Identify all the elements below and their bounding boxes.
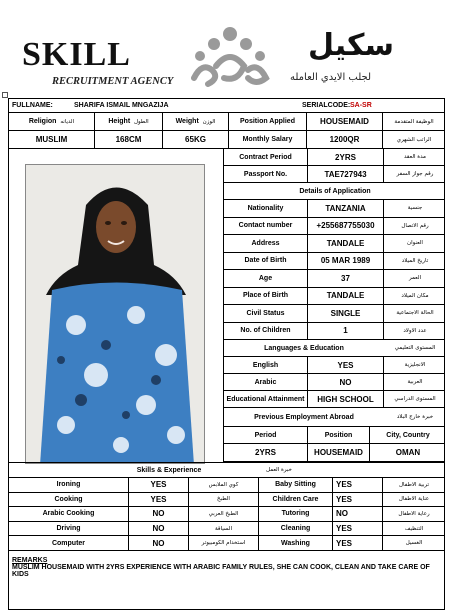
position-label-ar: الوظيفة المتقدمة [394, 118, 434, 125]
skill-left-label: Cooking [9, 493, 129, 507]
language-row [223, 357, 445, 374]
detail-value: TANDALE [308, 288, 384, 305]
contract-row [223, 149, 445, 166]
skill-right-value: YES [333, 536, 383, 550]
language-value: HIGH SCHOOL [308, 391, 384, 407]
detail-row [223, 200, 445, 218]
skill-left-label-ar: استخدام الكومبيوتر [189, 536, 259, 550]
language-label: English [224, 357, 308, 373]
detail-label: No. of Children [224, 323, 308, 340]
height-label-cell [95, 113, 163, 130]
skill-right-label-ar: تربية الاطفال [399, 481, 429, 488]
weight-label-ar: الوزن [202, 118, 216, 125]
abroad-header-row [223, 427, 445, 444]
abroad-title: Previous Employment Abroad [254, 413, 354, 421]
remarks-section [9, 555, 444, 580]
abroad-period-header: Period [224, 427, 308, 443]
position-value: HOUSEMAID [307, 113, 383, 130]
skill-left-label: Driving [9, 522, 129, 536]
detail-label: Age [224, 270, 308, 287]
serial-value: SA-SR [350, 102, 372, 109]
skill-right-label: Washing [259, 536, 333, 550]
language-row [223, 374, 445, 391]
basic-header-row [9, 113, 444, 131]
skill-row [9, 478, 444, 493]
detail-label: Nationality [224, 200, 308, 217]
detail-row [223, 235, 445, 253]
salary-value: 1200QR [307, 131, 383, 148]
detail-label-ar: عدد الاولاد [403, 327, 427, 334]
skill-left-label: Computer [9, 536, 129, 550]
detail-label: Date of Birth [224, 253, 308, 270]
skill-left-label-ar: الطبخ العربي [189, 507, 259, 521]
person-photo-icon [26, 165, 205, 464]
detail-label-ar: تاريخ الميلاد [401, 257, 429, 264]
language-value: YES [308, 357, 384, 373]
height-label-ar: الطول [134, 118, 149, 125]
passport-label: Passport No. [224, 166, 308, 182]
detail-row [223, 253, 445, 271]
detail-value: TANZANIA [308, 200, 384, 217]
skill-row [9, 493, 444, 508]
skill-row [9, 536, 444, 551]
languages-title-ar: المستوى التعليمي [394, 345, 436, 351]
height-value: 168CM [95, 131, 163, 148]
name-row [9, 99, 444, 113]
salary-label: Monthly Salary [229, 131, 307, 148]
skill-left-label-ar: كوي الملابس [189, 478, 259, 492]
language-value: NO [308, 374, 384, 390]
abroad-country-value: OMAN [395, 448, 421, 457]
logo-arabic-subtitle: لجلب الايدي العامله [290, 72, 372, 83]
position-label: Position Applied [229, 113, 307, 130]
skill-right-value: YES [333, 522, 383, 536]
skill-left-value: NO [129, 507, 189, 521]
religion-value: MUSLIM [9, 131, 95, 148]
languages-title-row [223, 340, 445, 357]
weight-label-cell [163, 113, 229, 130]
skill-right-label: Tutoring [259, 507, 333, 521]
language-label: Arabic [224, 374, 308, 390]
skills-title-row [9, 462, 444, 478]
abroad-country-header: City, Country [386, 431, 430, 439]
detail-label-ar: العنوان [407, 240, 423, 247]
skill-right-label: Cleaning [259, 522, 333, 536]
detail-value: 37 [308, 270, 384, 287]
detail-row [223, 323, 445, 341]
contract-label-ar: مدة العقد [404, 154, 426, 160]
fullname-label: FULLNAME: [12, 102, 53, 109]
weight-value: 65KG [163, 131, 229, 148]
detail-value: +255687755030 [308, 218, 384, 235]
application-title-row [223, 183, 445, 200]
skill-row [9, 507, 444, 522]
language-label-ar: المستوى الدراسي [394, 396, 436, 402]
skill-left-value: NO [129, 536, 189, 550]
letterhead [0, 0, 450, 95]
detail-value: TANDALE [308, 235, 384, 252]
skill-right-label: Children Care [259, 493, 333, 507]
detail-row [223, 305, 445, 323]
logo-english: SKILL [22, 36, 131, 73]
skill-left-label-ar: السياقة [189, 522, 259, 536]
detail-label: Contact number [224, 218, 308, 235]
religion-label: Religion [28, 118, 57, 125]
abroad-title-ar: خبرة خارج البلاد [396, 414, 434, 420]
passport-value: TAE727943 [308, 166, 384, 182]
contract-value: 2YRS [308, 149, 384, 165]
detail-label-ar: رقم الاتصال [401, 222, 429, 229]
religion-label-cell [9, 113, 95, 130]
logo-english-subtitle: RECRUITMENT AGENCY [52, 76, 174, 87]
detail-label-ar: مكان الميلاد [401, 292, 429, 299]
skill-right-label-ar: الغسيل [405, 540, 423, 547]
remarks-title: REMARKS [12, 557, 48, 564]
language-label: Educational Attainment [224, 391, 308, 407]
languages-title: Languages & Education [264, 344, 344, 352]
detail-value: 05 MAR 1989 [308, 253, 384, 270]
skill-right-value: YES [333, 478, 383, 492]
religion-label-ar: الديانه [60, 118, 75, 125]
detail-row [223, 270, 445, 288]
height-label: Height [108, 118, 131, 125]
skill-right-label-ar: رعاية الاطفال [398, 510, 430, 517]
salary-label-ar: الراتب الشهري [396, 136, 432, 143]
detail-label-ar: الحالة الاجتماعية [396, 310, 434, 317]
detail-label: Place of Birth [224, 288, 308, 305]
skill-left-value: NO [129, 522, 189, 536]
abroad-value-row [223, 444, 445, 462]
application-title: Details of Application [299, 187, 371, 195]
skill-left-value: YES [129, 493, 189, 507]
language-label-ar: الانجليزية [404, 362, 426, 368]
logo-arabic: سكيل [308, 28, 394, 63]
skill-left-label: Arabic Cooking [9, 507, 129, 521]
remarks-text: MUSLIM HOUSEMAID WITH 2YRS EXPERIENCE WITH ARABIC FAMILY RULES, SHE CAN COOK, CLEAN AND TAKE CARE OF KIDS [12, 564, 430, 578]
skills-title-ar: خبرة العمل [266, 467, 292, 473]
skill-left-label: Ironing [9, 478, 129, 492]
skill-right-label-ar: التنظيف [404, 525, 424, 532]
application-sheet [8, 98, 445, 610]
detail-label-ar: جنسية [407, 205, 423, 212]
detail-label-ar: العمر [408, 275, 422, 282]
skill-left-label-ar: الطبخ [189, 493, 259, 507]
detail-label: Civil Status [224, 305, 308, 322]
detail-value: SINGLE [308, 305, 384, 322]
language-row [223, 391, 445, 408]
passport-row [223, 166, 445, 183]
skill-right-label-ar: عناية الاطفال [398, 496, 430, 503]
weight-label: Weight [175, 118, 199, 125]
people-logo-icon [186, 26, 274, 88]
detail-row [223, 218, 445, 236]
detail-row [223, 288, 445, 306]
passport-label-ar: رقم جواز السفر [396, 171, 434, 177]
skill-right-label: Baby Sitting [259, 478, 333, 492]
skill-right-value: YES [333, 493, 383, 507]
abroad-position-header: Position [308, 427, 370, 443]
skill-left-value: YES [129, 478, 189, 492]
language-label-ar: العربية [407, 379, 423, 385]
applicant-photo [25, 164, 205, 464]
serial-label: SERIALCODE: [302, 102, 351, 109]
detail-value: 1 [308, 323, 384, 340]
skill-right-value: NO [333, 507, 383, 521]
skill-row [9, 522, 444, 537]
abroad-position-value: HOUSEMAID [308, 444, 370, 461]
detail-label: Address [224, 235, 308, 252]
basic-values-row [9, 131, 444, 149]
contract-label: Contract Period [224, 149, 308, 165]
abroad-period-value: 2YRS [224, 444, 308, 461]
abroad-title-row [223, 408, 445, 427]
skills-title: Skills & Experience [136, 466, 202, 474]
fullname-value: SHARIFA ISMAIL MNGAZIJA [74, 102, 169, 109]
